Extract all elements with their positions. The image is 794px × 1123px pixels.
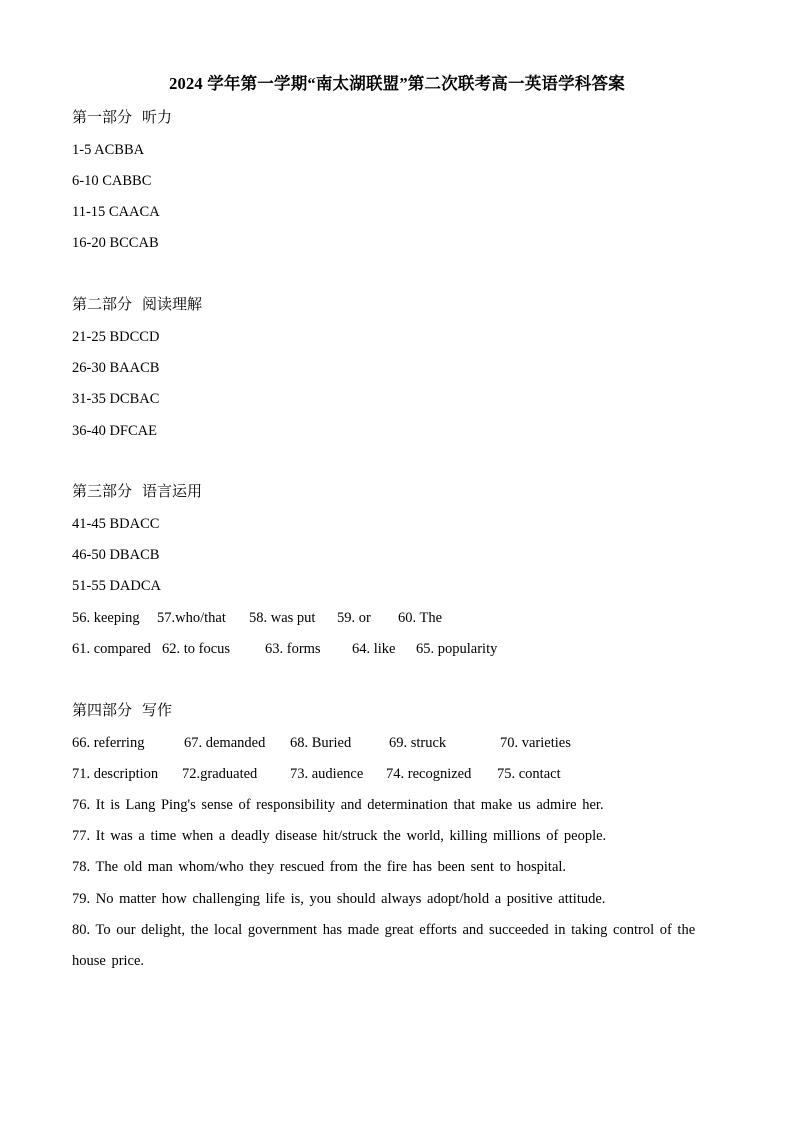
answer-line: 16-20 BCCAB — [72, 235, 159, 251]
answer-row-66-70 — [72, 733, 571, 753]
answer-sentence-80: 80. To our delight, the local government has made great efforts and succeeded in taking control of the — [72, 922, 696, 938]
part1-heading-label: 第一部分 — [72, 110, 133, 126]
answer-line: 51-55 DADCA — [72, 578, 162, 594]
answer-cell: 64. like — [352, 641, 396, 657]
answer-cell: 60. The — [398, 610, 443, 626]
answer-sentence-77: 77. It was a time when a deadly disease hit/struck the world, killing millions of people. — [72, 828, 607, 844]
page-title: 2024 学年第一学期“南太湖联盟”第二次联考高一英语学科答案 — [169, 74, 625, 93]
part1-heading — [72, 108, 172, 128]
answer-cell: 62. to focus — [162, 641, 231, 657]
answer-row-56-60 — [72, 608, 442, 628]
answer-cell: 66. referring — [72, 735, 145, 751]
answer-line: 21-25 BDCCD — [72, 329, 160, 345]
answer-row-71-75 — [72, 764, 561, 784]
part4-heading-label: 第四部分 — [72, 703, 133, 719]
part2-subheading: 阅读理解 — [142, 297, 203, 313]
answer-cell: 74. recognized — [386, 766, 472, 782]
answer-sentence-79: 79. No matter how challenging life is, you should always adopt/hold a positive attitude. — [72, 891, 606, 907]
answer-cell: 72.graduated — [182, 766, 258, 782]
answer-cell: 58. was put — [249, 610, 316, 626]
answer-line: 46-50 DBACB — [72, 547, 160, 563]
answer-sentence-78: 78. The old man whom/who they rescued from the fire has been sent to hospital. — [72, 859, 567, 875]
part3-heading — [72, 482, 202, 502]
answer-row-61-65 — [72, 639, 497, 659]
part1-subheading: 听力 — [142, 110, 173, 126]
answer-cell: 57.who/that — [157, 610, 226, 626]
part3-heading-label: 第三部分 — [72, 484, 133, 500]
answer-line: 26-30 BAACB — [72, 360, 160, 376]
answer-line: 6-10 CABBC — [72, 173, 152, 189]
answer-cell: 75. contact — [497, 766, 561, 782]
answer-cell: 59. or — [337, 610, 371, 626]
part2-heading-label: 第二部分 — [72, 297, 133, 313]
answer-line: 36-40 DFCAE — [72, 423, 157, 439]
answer-cell: 61. compared — [72, 641, 151, 657]
part4-subheading: 写作 — [142, 703, 173, 719]
answer-cell: 68. Buried — [290, 735, 352, 751]
answer-line: 1-5 ACBBA — [72, 142, 145, 158]
answer-sentence-76: 76. It is Lang Ping's sense of responsibility and determination that make us admire her. — [72, 797, 604, 813]
answer-line: 31-35 DCBAC — [72, 391, 160, 407]
part3-subheading: 语言运用 — [142, 484, 203, 500]
answer-line: 41-45 BDACC — [72, 516, 160, 532]
answer-cell: 71. description — [72, 766, 159, 782]
part2-heading — [72, 295, 202, 315]
answer-cell: 69. struck — [389, 735, 447, 751]
answer-cell: 73. audience — [290, 766, 364, 782]
answer-cell: 70. varieties — [500, 735, 571, 751]
answer-cell: 67. demanded — [184, 735, 266, 751]
answer-cell: 56. keeping — [72, 610, 140, 626]
answer-cell: 63. forms — [265, 641, 321, 657]
answer-line: 11-15 CAACA — [72, 204, 160, 220]
part4-heading — [72, 701, 172, 721]
answer-cell: 65. popularity — [416, 641, 498, 657]
answer-sentence-80-continued: house price. — [72, 953, 145, 969]
